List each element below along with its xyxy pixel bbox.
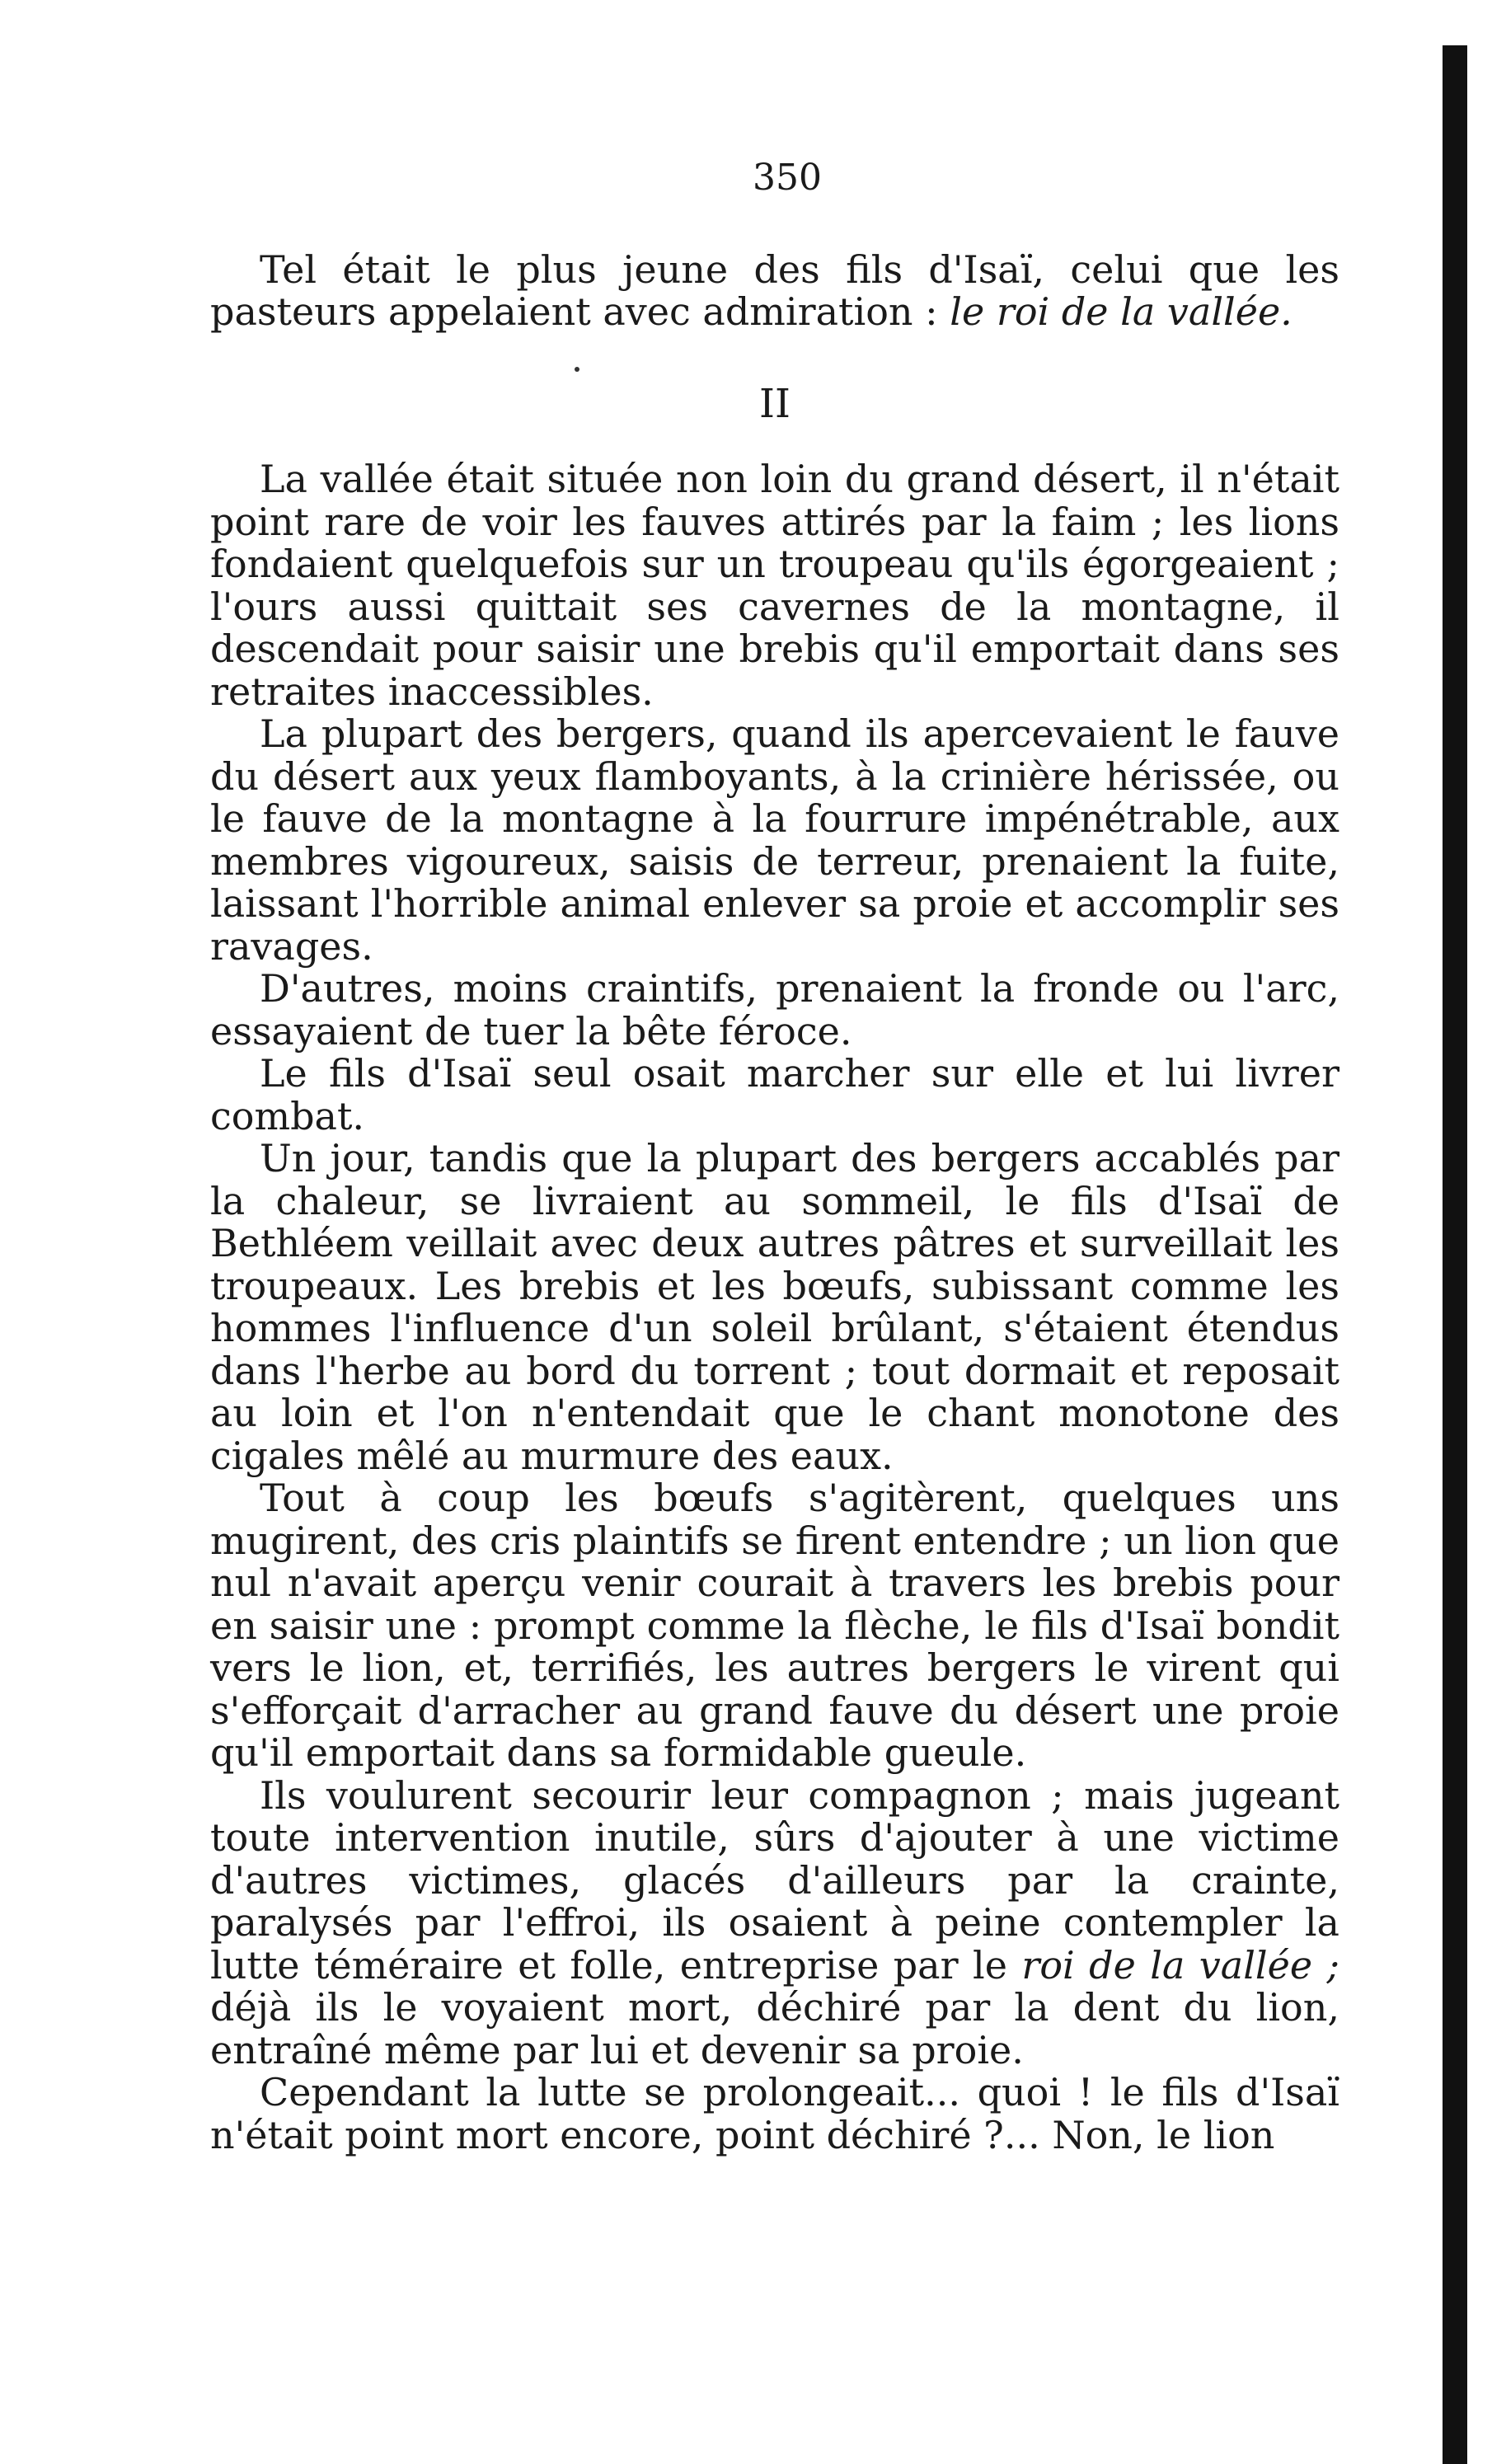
paragraph bbox=[210, 1772, 1340, 2072]
italic-phrase: roi de la vallée ; bbox=[1021, 1942, 1340, 1988]
page-number: 350 bbox=[753, 157, 822, 199]
paragraph-text: déjà ils le voyaient mort, déchiré par la dent du lion, entraîné même par lui et devenir sa proie. bbox=[210, 1985, 1339, 2072]
paragraph-text: Ils voulurent secourir leur compagnon ; mais jugeant toute intervention inutile, sûrs d'ajouter à une victime d'autres victimes, glacés d'ailleurs par la crainte, paralysés par l'effroi, ils osaient à peine contempler la lutte téméraire et folle, entreprise par le bbox=[210, 1772, 1339, 1988]
paragraph: La plupart des bergers, quand ils apercevaient le fauve du désert aux yeux flamboyants, à la crinière hérissée, ou le fauve de la montagne à la fourrure impénétrable, aux membres vigoureux, saisis de terreur, prenaient la fuite, laissant l'horrible animal enlever sa proie et accomplir ses ravages. bbox=[210, 711, 1339, 969]
paragraph: La vallée était située non loin du grand désert, il n'était point rare de voir les fauves attirés par la faim ; les lions fondaient quelquefois sur un troupeau qu'ils égorgeaient ; l'ours aussi quittait ses cavernes de la montagne, il descendait pour saisir une brebis qu'il emportait dans ses retraites inaccessibles. bbox=[210, 457, 1339, 714]
italic-phrase: le roi de la vallée. bbox=[950, 289, 1293, 334]
paragraph: Cependant la lutte se prolongeait... quoi ! le fils d'Isaï n'était point mort encore, point déchiré ?... Non, le lion bbox=[210, 2070, 1339, 2157]
page-text bbox=[210, 157, 1339, 2157]
section-heading: II bbox=[759, 380, 791, 427]
paragraph-text: Tel était le plus jeune des fils d'Isaï, celui que les pasteurs appelaient avec admiration : bbox=[210, 246, 1339, 334]
paragraph: Tout à coup les bœufs s'agitèrent, quelques uns mugirent, des cris plaintifs se firent entendre ; un lion que nul n'avait aperçu venir courait à travers les brebis pour en saisir une : prompt comme la flèche, le fils d'Isaï bondit vers le lion, et, terrifiés, les autres bergers le virent qui s'efforçait d'arracher au grand fauve du désert une proie qu'il emportait dans sa formidable gueule. bbox=[210, 1476, 1339, 1775]
paragraph: D'autres, moins craintifs, prenaient la fronde ou l'arc, essayaient de tuer la bête féroce. bbox=[210, 966, 1339, 1054]
binding-edge bbox=[1443, 45, 1467, 2464]
paragraph: Le fils d'Isaï seul osait marcher sur elle et lui livrer combat. bbox=[210, 1051, 1339, 1138]
paragraph bbox=[210, 246, 1339, 334]
paragraph: Un jour, tandis que la plupart des bergers accablés par la chaleur, se livraient au sommeil, le fils d'Isaï de Bethléem veillait avec deux autres pâtres et surveillait les troupeaux. Les brebis et les bœufs, subissant comme les hommes l'influence d'un soleil brûlant, s'étaient étendus dans l'herbe au bord du torrent ; tout dormait et reposait au loin et l'on n'entendait que le chant monotone des cigales mêlé au murmure des eaux. bbox=[210, 1136, 1339, 1478]
